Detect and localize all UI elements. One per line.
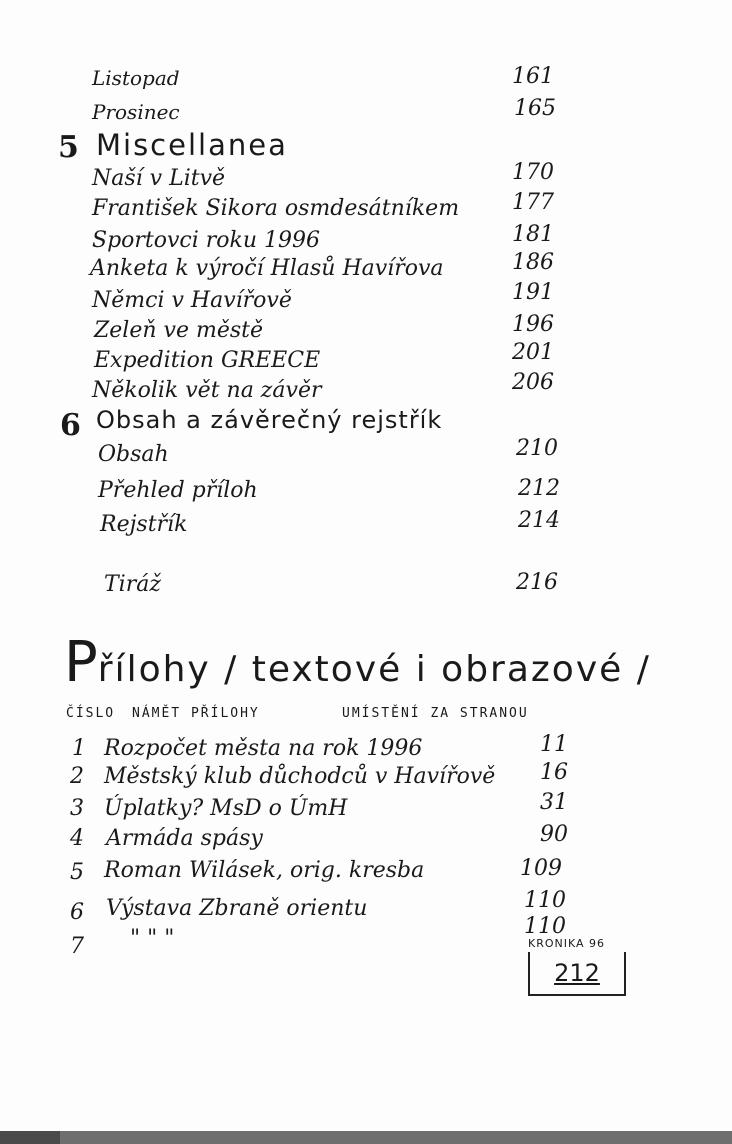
toc-entry: Expedition GREECE — [94, 348, 321, 373]
toc-page: 214 — [518, 508, 560, 533]
toc-page: 191 — [512, 280, 554, 305]
appendix-row-number: 4 — [70, 826, 84, 851]
toc-page: 212 — [518, 476, 560, 501]
toc-page-listopad: 161 — [512, 64, 554, 89]
toc-entry: Anketa k výročí Hlasů Havířova — [90, 256, 444, 281]
appendix-row-label: Roman Wilásek, orig. kresba — [104, 858, 425, 883]
appendix-row-number: 5 — [70, 860, 84, 885]
toc-entry: Několik vět na závěr — [92, 378, 322, 403]
toc-entry: Zeleň ve městě — [94, 318, 263, 343]
stamp-label: KRONIKA 96 — [528, 937, 606, 950]
toc-page: 196 — [512, 312, 554, 337]
appendix-row-label: Armáda spásy — [106, 826, 263, 851]
toc-page-prosinec: 165 — [514, 96, 556, 121]
toc-page: 181 — [512, 222, 554, 247]
column-header-name: NÁMĚT PŘÍLOHY — [132, 706, 260, 721]
appendix-row-page: 90 — [540, 822, 568, 847]
toc-page: 206 — [512, 370, 554, 395]
appendix-row-label: Výstava Zbraně orientu — [106, 896, 368, 921]
toc-page: 210 — [516, 436, 558, 461]
appendix-row-ditto: " " " — [130, 926, 175, 951]
appendix-row-number: 7 — [70, 934, 84, 959]
appendix-row-number: 6 — [70, 900, 84, 925]
toc-entry-prosinec: Prosinec — [92, 100, 180, 124]
stamp-value: 212 — [528, 952, 626, 996]
appendix-heading-initial: P — [64, 630, 98, 695]
appendix-row-label: Městský klub důchodců v Havířově — [104, 764, 496, 789]
toc-page-tiraz: 216 — [516, 570, 558, 595]
appendix-row-label: Rozpočet města na rok 1996 — [104, 736, 423, 761]
toc-page: 186 — [512, 250, 554, 275]
appendix-row-page: 16 — [540, 760, 568, 785]
toc-entry: Přehled příloh — [98, 478, 258, 503]
appendix-row-number: 3 — [70, 796, 84, 821]
appendix-row-page: 11 — [540, 732, 568, 757]
toc-entry: Obsah — [98, 442, 169, 467]
toc-page: 170 — [512, 160, 554, 185]
toc-entry: Rejstřík — [100, 512, 188, 537]
toc-entry: Naší v Litvě — [92, 166, 226, 191]
column-header-position: UMÍSTĚNÍ ZA STRANOU — [342, 706, 529, 721]
toc-entry-tiraz: Tiráž — [104, 572, 161, 597]
column-header-number: ČÍSLO — [66, 706, 116, 721]
kronika-stamp — [528, 937, 626, 996]
appendix-row-number: 1 — [72, 736, 86, 761]
toc-entry: Sportovci roku 1996 — [92, 228, 321, 253]
appendix-row-page: 110 — [524, 888, 566, 913]
toc-page: 177 — [512, 190, 554, 215]
appendix-row-page: 110 — [524, 914, 566, 939]
toc-entry: Němci v Havířově — [92, 288, 292, 313]
appendix-row-label: Úplatky? MsD o ÚmH — [104, 796, 348, 821]
appendix-heading — [64, 630, 651, 695]
appendix-row-number: 2 — [70, 764, 84, 789]
scan-edge — [0, 1131, 732, 1144]
toc-entry-listopad: Listopad — [92, 66, 180, 90]
section-title: Miscellanea — [96, 128, 288, 162]
appendix-heading-text: řílohy / textové i obrazové / — [97, 649, 651, 690]
toc-entry: František Sikora osmdesátníkem — [92, 196, 460, 221]
section-number: 5 — [58, 130, 79, 165]
section-title: Obsah a závěrečný rejstřík — [96, 406, 443, 434]
appendix-row-page: 109 — [520, 856, 562, 881]
section-number: 6 — [60, 408, 81, 443]
appendix-row-page: 31 — [540, 790, 568, 815]
toc-page: 201 — [512, 340, 554, 365]
